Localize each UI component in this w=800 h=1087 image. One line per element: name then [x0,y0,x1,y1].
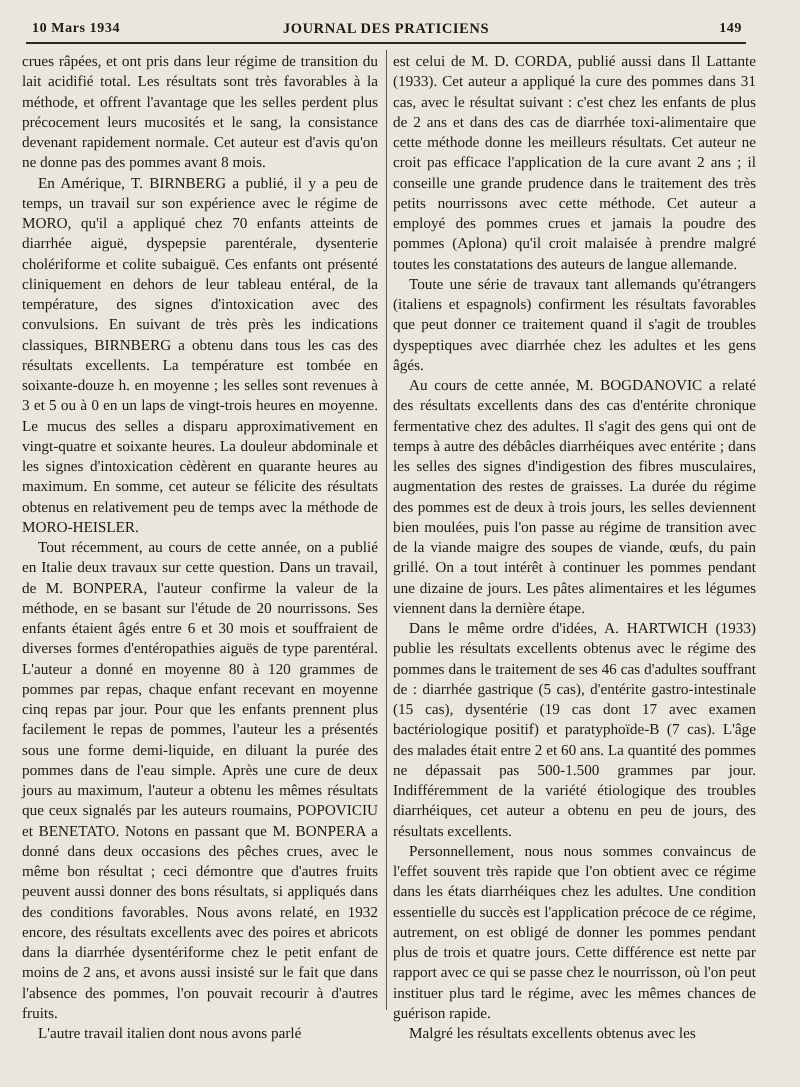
running-header [26,18,746,44]
paragraph: Au cours de cette année, M. BOGDANOVIC a relaté des résultats excellents dans des cas d'entérite chronique fermentative chez des adultes. Il s'agit des gens qui ont de temps à autre des débâcles diarrhéiques avec entérite ; dans les selles des signes d'indigestion des fibres musculaires, augmentation des restes de graisses. La durée du régime des pommes est de deux à trois jours, les selles deviennent bien moulées, puis l'on passe au régime de transition avec de la viande maigre des soupes de viande, œufs, du pain grillé. On a tout intérêt à continuer les pommes pendant une dizaine de jours. Les pâtes alimentaires et les légumes viennent dans la dernière étape. [393,377,756,617]
header-date: 10 Mars 1934 [32,21,121,36]
paragraph: Personnellement, nous nous sommes convaincus de l'effet souvent très rapide que l'on obtient avec ce régime dans les états diarrhéiques chez les adultes. Une condition essentielle du succès est l'application précoce de ce régime, autrement, on est obligé de donner les pommes pendant plus de trois et quatre jours. Cette différence est nette par rapport avec ce qui se passe chez le nourrisson, où l'on peut instituer plus tard le régime, avec les mêmes chances de guérison rapide. [393,842,756,1022]
paragraph: Dans le même ordre d'idées, A. HARTWICH (1933) publie les résultats excellents obtenus avec le régime des pommes dans le traitement de ses 46 cas d'adultes souffrant de : diarrhée gastrique (5 cas), d'entérite gastro-intestinale (15 cas), dysentérie (19 cas dont 17 avec examen bactériologique positif) et paratyphoïde-B (7 cas). L'âge des malades était entre 2 et 60 ans. La quantité des pommes ne dépassait pas 500-1.500 grammes par jour. Indifféremment de la variété étiologique des troubles diarrhéiques, cet auteur a obtenu en peu de jours, des résultats excellents. [393,620,756,840]
paragraph: est celui de M. D. CORDA, publié aussi dans Il Lattante (1933). Cet auteur a appliqué la cure des pommes dans 31 cas, avec le résultat suivant : c'est chez les enfants de plus de 2 ans et dans des cas de diarrhée toxi-alimentaire que cette méthode donne les meilleurs résultats. Cet auteur ne croit pas efficace l'application de la cure avant 2 ans ; il conseille une grande prudence dans le traitement des très petits nourrissons avec cette méthode. Cet auteur a employé des pommes crues et jamais la poudre des pommes (Aplona) qu'il croit malaisée à prendre malgré toutes les constatations des auteurs de langue allemande. [393,53,756,273]
journal-title: JOURNAL DES PRATICIENS [282,21,490,37]
column-divider [386,50,387,1010]
left-column [22,52,378,1044]
paragraph: crues râpées, et ont pris dans leur régime de transition du lait acidifié total. Les résultats sont très favorables à la méthode, et offrent l'avantage que les selles perdent plus précocement leurs mucosités et le sang, la consistance devenant rapidement normale. Cet auteur est d'avis qu'on ne donne pas des pommes avant 8 mois. [22,53,378,172]
paragraph: En Amérique, T. BIRNBERG a publié, il y a peu de temps, un travail sur son expérience avec le régime de MORO, qu'il a appliqué chez 70 enfants atteints de diarrhée aiguë, dyspepsie parentérale, dysenterie cholériforme et colite subaiguë. Ces enfants ont présenté cliniquement en dehors de leur tableau entéral, de la température, des signes d'intoxication avec des convulsions. En suivant de très près les indications classiques, BIRNBERG a obtenu dans tous les cas des résultats excellents. La température est tombée en soixante-douze h. en moyenne ; les selles sont revenues à 3 et 5 ou à 0 en un laps de vingt-trois heures en moyenne. Le mucus des selles a disparu approximativement en vingt-quatre et soixante heures. La douleur abdominale et les signes d'intoxication cèdèrent en quarante heures au maximum. En somme, cet auteur se félicite des résultats obtenus en relativement peu de temps avec la méthode de MORO-HEISLER. [22,174,378,536]
paragraph: Malgré les résultats excellents obtenus avec les [409,1025,696,1042]
paragraph: Toute une série de travaux tant allemands qu'étrangers (italiens et espagnols) confirment les résultats favorables que peut donner ce traitement quand il s'agit de troubles dyspeptiques avec diarrhée chez les adultes et les gens âgés. [393,275,756,374]
right-column [393,52,756,1044]
paragraph: Tout récemment, au cours de cette année, on a publié en Italie deux travaux sur cette question. Dans un travail, de M. BONPERA, l'auteur confirme la valeur de la méthode, en se basant sur l'étude de 20 nourrissons. Ses enfants étaient âgés entre 6 et 30 mois et souffraient de diverses formes d'entéropathies aiguës de type parentéral. L'auteur a donné en moyenne 80 à 120 grammes de pommes par repas, chaque enfant recevant en moyenne cinq repas par jour. Pour que les enfants prennent plus facilement le repas de pommes, l'auteur les a présentés sous une forme demi-liquide, en diluant la purée des pommes dans de l'eau simple. Après une cure de deux jours au maximum, l'auteur a obtenu les mêmes résultats que ceux signalés par les auteurs roumains, POPOVICIU et BENETATO. Notons en passant que M. BONPERA a donné dans deux occasions des pêches crues, avec le même bon résultat ; ceci démontre que d'autres fruits peuvent aussi donner des bons résultats, si appliqués dans des conditions favorables. Nous avons relaté, en 1932 encore, des résultats excellents avec des poires et abricots dans la diarrhée dysentériforme chez le petit enfant de moins de 2 ans, et avons aussi insisté sur le fait que dans l'absence des pommes, l'on pouvait recourir à d'autres fruits. [22,539,378,1022]
page-number: 149 [719,21,742,36]
paragraph: L'autre travail italien dont nous avons parlé [38,1025,302,1042]
